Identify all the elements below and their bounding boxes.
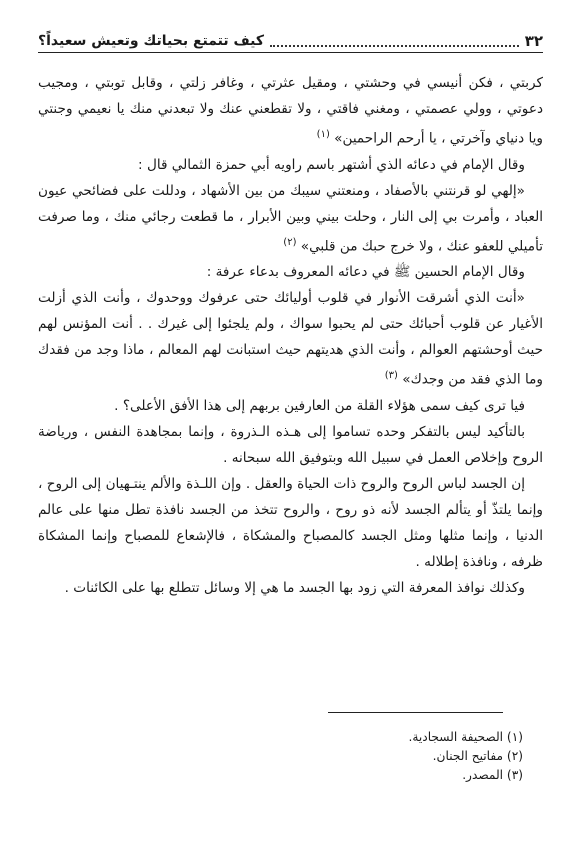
paragraph-text: «إلهي لو قرنتني بالأصفاد ، ومنعتني سيبك من بين الأشهاد ، ودللت على فضائحي عيون العباد ، وأمرت بي إلى النار ، وحلت بيني وبين الأبرار ، ما قطعت رجائي منك ، وما صرفت تأميلي للعفو عنك ، ولا خرج حبك من قلبي» [38,182,543,255]
paragraph-text: كربتي ، فكن أنيسي في وحشتي ، ومقيل عثرتي ، وغافر زلتي ، وقابل توبتي ، ومجيب دعوتي ، وولي عصمتي ، ومغني فاقتي ، ولا تقطعني عنك ولا تبعدني منك يا نعيمي وجنتي ويا دنياي وآخرتي ، يا أرحم الراحمين» [38,75,543,147]
paragraph-text: «أنت الذي أشرقت الأنوار في قلوب أوليائك حتى عرفوك ووحدوك ، وأنت الذي أزلت الأغيار عن قلوب أحبائك حتى لم يحبوا سواك ، ولم يلجئوا إلى غيرك . . أنت المؤنس لهم حيث أوحشتهم العوالم ، وأنت الذي هديتهم حيث استبانت لهم المعالم ، ماذا وجد من فقدك وما الذي فقد من وجدك» [38,290,543,388]
page-number: ٣٢ [524,32,543,50]
paragraph [38,393,543,419]
footnote-marker: (٣) [384,370,398,382]
footnote: (٣) المصدر. [462,768,523,782]
paragraph [38,285,543,393]
running-head-title: كيف تتمتع بحياتك وتعيش سعيداً؟ [38,33,265,49]
paragraph [38,152,543,178]
paragraph-text: فيا ترى كيف سمى هؤلاء القلة من العارفين بربهم إلى هذا الأفق الأعلى؟ . [114,397,525,414]
footnote-separator [328,712,503,713]
main-text [38,70,543,601]
footnote-marker: (٢) [283,236,297,248]
paragraph [38,471,543,575]
paragraph [38,419,543,471]
running-head [38,30,543,53]
paragraph-text: بالتأكيد ليس بالتفكر وحده تساموا إلى هـذه الـذروة ، وإنما بمجاهدة النفس ، ورياضة الروح وإخلاص العمل في سبيل الله وبتوفيق الله سبحانه . [38,423,543,466]
footnote: (١) الصحيفة السجادية. [408,730,523,744]
leader-dots [270,35,519,47]
paragraph-text: وكذلك نوافذ المعرفة التي زود بها الجسد ما هي إلا وسائل تتطلع بها على الكائنات . [64,579,525,596]
paragraph-text: وقال الإمام الحسين ﷺ في دعائه المعروف بدعاء عرفة : [206,264,525,281]
paragraph [38,575,543,601]
footnotes [38,728,523,785]
paragraph [38,259,543,285]
footnote-marker: (١) [316,129,330,140]
footnote: (٢) مفاتيح الجنان. [432,749,523,763]
paragraph [38,70,543,152]
paragraph-text: وقال الإمام في دعائه الذي أشتهر باسم راويه أبي حمزة الثمالي قال : [138,156,525,173]
paragraph [38,178,543,260]
paragraph-text: إن الجسد لباس الروح والروح ذات الحياة والعقل . وإن اللـذة والألم ينتـهيان إلى الروح ، وإنما يلتذّ أو يتألم الجسد لأنه ذو روح ، والروح تتخذ من الجسد نافذة تطل منها على عالم الدنيا ، وإنما مثلها ومثل الجسد كالمصباح والمشكاة ، فالإشعاع للمصباح وإنما المشكاة ظرفه ، ونافذة إطلاله . [38,475,543,570]
